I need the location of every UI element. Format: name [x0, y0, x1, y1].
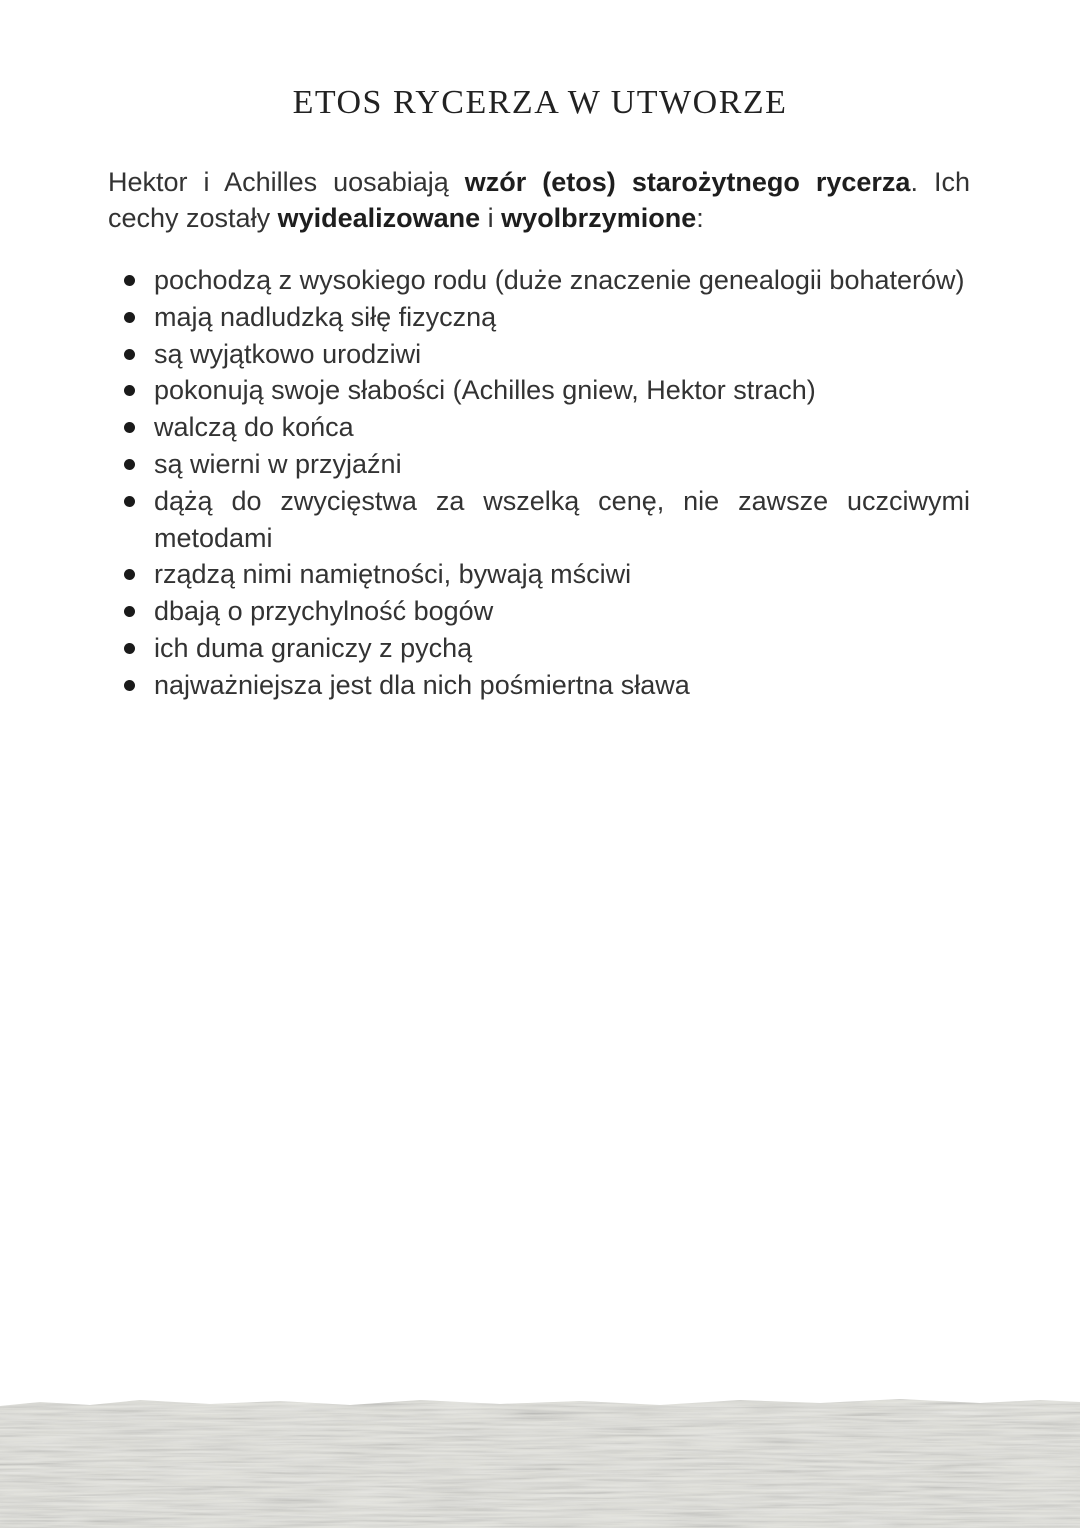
intro-paragraph [108, 164, 970, 236]
bullet-icon [124, 569, 135, 580]
bullet-icon [124, 680, 135, 691]
list-item [108, 446, 970, 483]
bullet-icon [124, 275, 135, 286]
list-item-text: ich duma graniczy z pychą [154, 632, 473, 663]
bullet-icon [124, 459, 135, 470]
intro-bold-ethos: wzór (etos) starożytnego rycerza [464, 167, 911, 197]
list-item-text: dbają o przychylność bogów [154, 596, 494, 627]
bullet-icon [124, 606, 135, 617]
list-item-text: mają nadludzką siłę fizyczną [154, 301, 497, 332]
list-item-text: są wyjątkowo urodziwi [154, 338, 422, 369]
list-item [108, 483, 970, 557]
intro-text-4: : [696, 203, 704, 233]
bullet-icon [124, 312, 135, 323]
list-item-text: dążą do zwycięstwa za wszelką cenę, nie zawsze uczciwymi metodami [154, 485, 970, 553]
list-item [108, 372, 970, 409]
intro-bold-idealized: wyidealizowane [277, 203, 481, 233]
intro-text-2: . Ich cechy zostały [108, 167, 970, 233]
bullet-icon [124, 496, 135, 507]
list-item-text: są wierni w przyjaźni [154, 448, 402, 479]
list-item-text: pokonują swoje słabości (Achilles gniew, Hektor strach) [154, 375, 816, 406]
bullet-icon [124, 643, 135, 654]
bullet-icon [124, 349, 135, 360]
list-item [108, 593, 970, 630]
list-item [108, 409, 970, 446]
page-title: ETOS RYCERZA W UTWORZE [292, 84, 788, 121]
list-item-text: rządzą nimi namiętności, bywają mściwi [154, 559, 632, 590]
list-item-text: najważniejsza jest dla nich pośmiertna sława [154, 669, 690, 700]
list-item [108, 299, 970, 336]
paper-texture-decoration [0, 1392, 1080, 1528]
list-item-text: pochodzą z wysokiego rodu (duże znaczenie genealogii bohaterów) [154, 265, 965, 295]
list-item [108, 556, 970, 593]
bullet-icon [124, 385, 135, 396]
list-item [108, 630, 970, 667]
intro-text-3: i [480, 203, 502, 233]
bullet-icon [124, 422, 135, 433]
intro-bold-exaggerated: wyolbrzymione [501, 203, 697, 233]
list-item [108, 667, 970, 704]
traits-list [108, 262, 970, 704]
list-item [108, 336, 970, 373]
list-item-text: walczą do końca [154, 412, 354, 443]
list-item [108, 262, 970, 299]
intro-text-1: Hektor i Achilles uosabiają [108, 167, 465, 197]
